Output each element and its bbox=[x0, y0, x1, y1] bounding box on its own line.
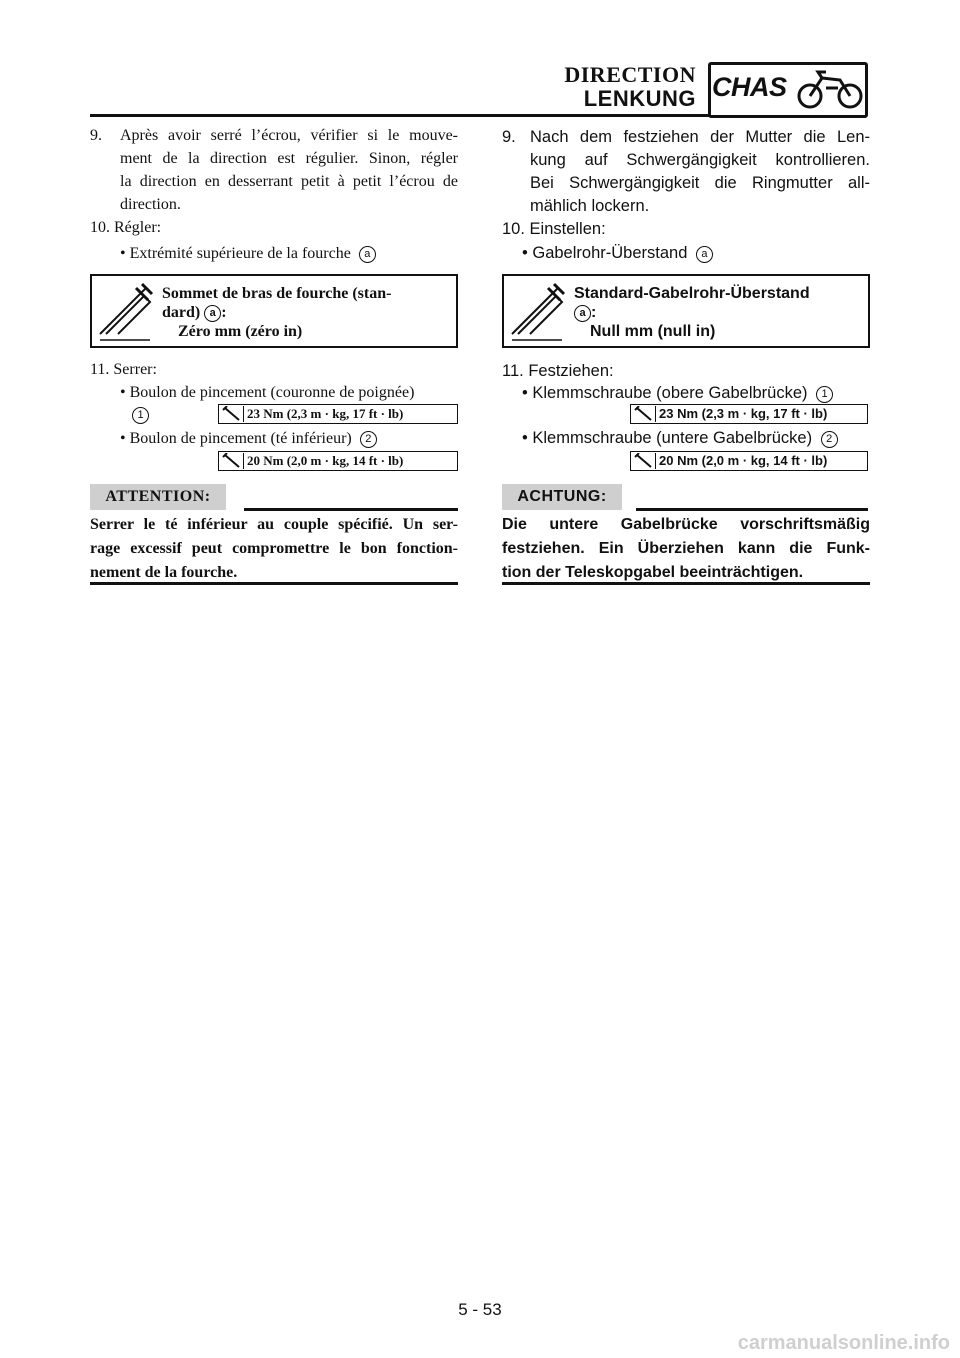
callout-a: a bbox=[574, 305, 591, 322]
fr-spec-box bbox=[90, 274, 458, 348]
fr-spec-value: Zéro mm (zéro in) bbox=[178, 323, 303, 340]
fr-step-10-number: 10. bbox=[90, 219, 110, 236]
de-bullet-10-text: Gabelrohr-Überstand bbox=[532, 244, 688, 262]
de-step-11 bbox=[502, 360, 870, 383]
fr-attention-label: ATTENTION: bbox=[90, 484, 226, 510]
de-attention-label: ACHTUNG: bbox=[502, 484, 622, 510]
torque-wrench-icon bbox=[221, 453, 244, 469]
fr-step-10 bbox=[90, 216, 458, 239]
fr-attention-text: Serrer le té inférieur au couple spécifié. Un ser- rage excessif peut compromettre le bon fonction- nement de la fourche. bbox=[90, 516, 458, 581]
callout-a: a bbox=[359, 246, 376, 263]
fr-bullet-11b: • Boulon de pincement (té inférieur) 2 bbox=[90, 427, 458, 450]
fr-bullet-11a-text: Boulon de pincement (couronne de poignée) bbox=[129, 384, 415, 401]
page-number: 5 - 53 bbox=[458, 1300, 502, 1319]
callout-1: 1 bbox=[132, 407, 149, 424]
de-bullet-11a-text: Klemmschraube (obere Gabelbrücke) bbox=[532, 384, 808, 402]
fr-bullet-11b-text: Boulon de pincement (té inférieur) bbox=[129, 430, 352, 447]
section-badge-label: CHAS bbox=[712, 72, 787, 102]
section-title-de: LENKUNG bbox=[583, 86, 696, 111]
fr-step-10-label: Régler: bbox=[114, 219, 162, 236]
fr-step-11-label: Serrer: bbox=[113, 361, 157, 378]
de-bullet-11a: • Klemmschraube (obere Gabelbrücke) 1 bbox=[502, 382, 870, 405]
fr-spec-text: Sommet de bras de fourche (stan- dard) a : Zéro mm (zéro in) bbox=[162, 284, 452, 341]
callout-2: 2 bbox=[360, 431, 377, 448]
fr-attention-bottom-rule bbox=[90, 582, 458, 585]
de-step-11-label: Festziehen: bbox=[528, 362, 614, 380]
de-step-10 bbox=[502, 218, 870, 241]
torque-wrench-icon bbox=[633, 406, 656, 422]
de-spec-box bbox=[502, 274, 870, 348]
de-step-10-label: Einstellen: bbox=[529, 220, 606, 238]
header-rule bbox=[90, 114, 710, 117]
section-title-fr: DIRECTION bbox=[564, 62, 696, 87]
caliper-icon bbox=[96, 282, 154, 342]
de-attention-rule bbox=[636, 508, 868, 511]
callout-a: a bbox=[204, 305, 221, 322]
fr-step-9-line: Après avoir serré l’écrou, vérifier si le mouve- bbox=[120, 127, 458, 144]
de-bullet-11b-text: Klemmschraube (untere Gabelbrücke) bbox=[532, 429, 813, 447]
fr-step-9-line: la direction en desserrant petit à petit l’écrou de bbox=[120, 173, 458, 190]
fr-attention-rule bbox=[244, 508, 458, 511]
de-spec-value: Null mm (null in) bbox=[590, 323, 716, 340]
motorcycle-icon bbox=[796, 68, 864, 110]
de-torque-b: 20 Nm (2,0 m · kg, 14 ft · lb) bbox=[630, 451, 868, 471]
fr-step-9-number: 9. bbox=[90, 127, 102, 144]
de-bullet-11b: • Klemmschraube (untere Gabelbrücke) 2 bbox=[502, 427, 870, 450]
fr-torque-b: 20 Nm (2,0 m · kg, 14 ft · lb) bbox=[218, 451, 458, 471]
de-step-11-number: 11. bbox=[502, 362, 524, 380]
de-step-9: 9. Nach dem festziehen der Mutter die Len- kung auf Schwergängigkeit kontrollieren. Bei Schwergängigkeit die Ringmutter all- mählich lockern. bbox=[502, 128, 870, 215]
fr-bullet-10: • Extrémité supérieure de la fourche a bbox=[90, 242, 458, 265]
fr-step-9-line: direction. bbox=[120, 196, 181, 213]
fr-step-11 bbox=[90, 358, 458, 381]
fr-bullet-11a: • Boulon de pincement (couronne de poignée) bbox=[120, 384, 415, 401]
de-step-10-number: 10. bbox=[502, 220, 525, 238]
fr-step-9-line: ment de la direction est régulier. Sinon, régler bbox=[120, 150, 458, 167]
de-attention-text: Die untere Gabelbrücke vorschriftsmäßig festziehen. Ein Überziehen kann die Funk- tion der Teleskopgabel beeinträchtigen. bbox=[502, 516, 870, 581]
fr-torque-a: 23 Nm (2,3 m · kg, 17 ft · lb) bbox=[218, 404, 458, 424]
callout-1: 1 bbox=[816, 386, 833, 403]
fr-bullet-10-text: Extrémité supérieure de la fourche bbox=[129, 245, 351, 262]
de-attention-bottom-rule bbox=[502, 582, 870, 585]
de-spec-text: Standard-Gabelrohr-Überstand a : Null mm (null in) bbox=[574, 284, 864, 341]
de-step-9-number: 9. bbox=[502, 128, 516, 146]
torque-wrench-icon bbox=[221, 406, 244, 422]
callout-a: a bbox=[696, 246, 713, 263]
de-bullet-10: • Gabelrohr-Überstand a bbox=[502, 242, 870, 265]
watermark-footer: carmanualsonline.info bbox=[737, 1332, 950, 1354]
de-torque-a: 23 Nm (2,3 m · kg, 17 ft · lb) bbox=[630, 404, 868, 424]
fr-step-11-number: 11. bbox=[90, 361, 110, 378]
fr-step-9 bbox=[90, 124, 458, 216]
callout-2: 2 bbox=[821, 431, 838, 448]
caliper-icon bbox=[508, 282, 566, 342]
torque-wrench-icon bbox=[633, 453, 656, 469]
